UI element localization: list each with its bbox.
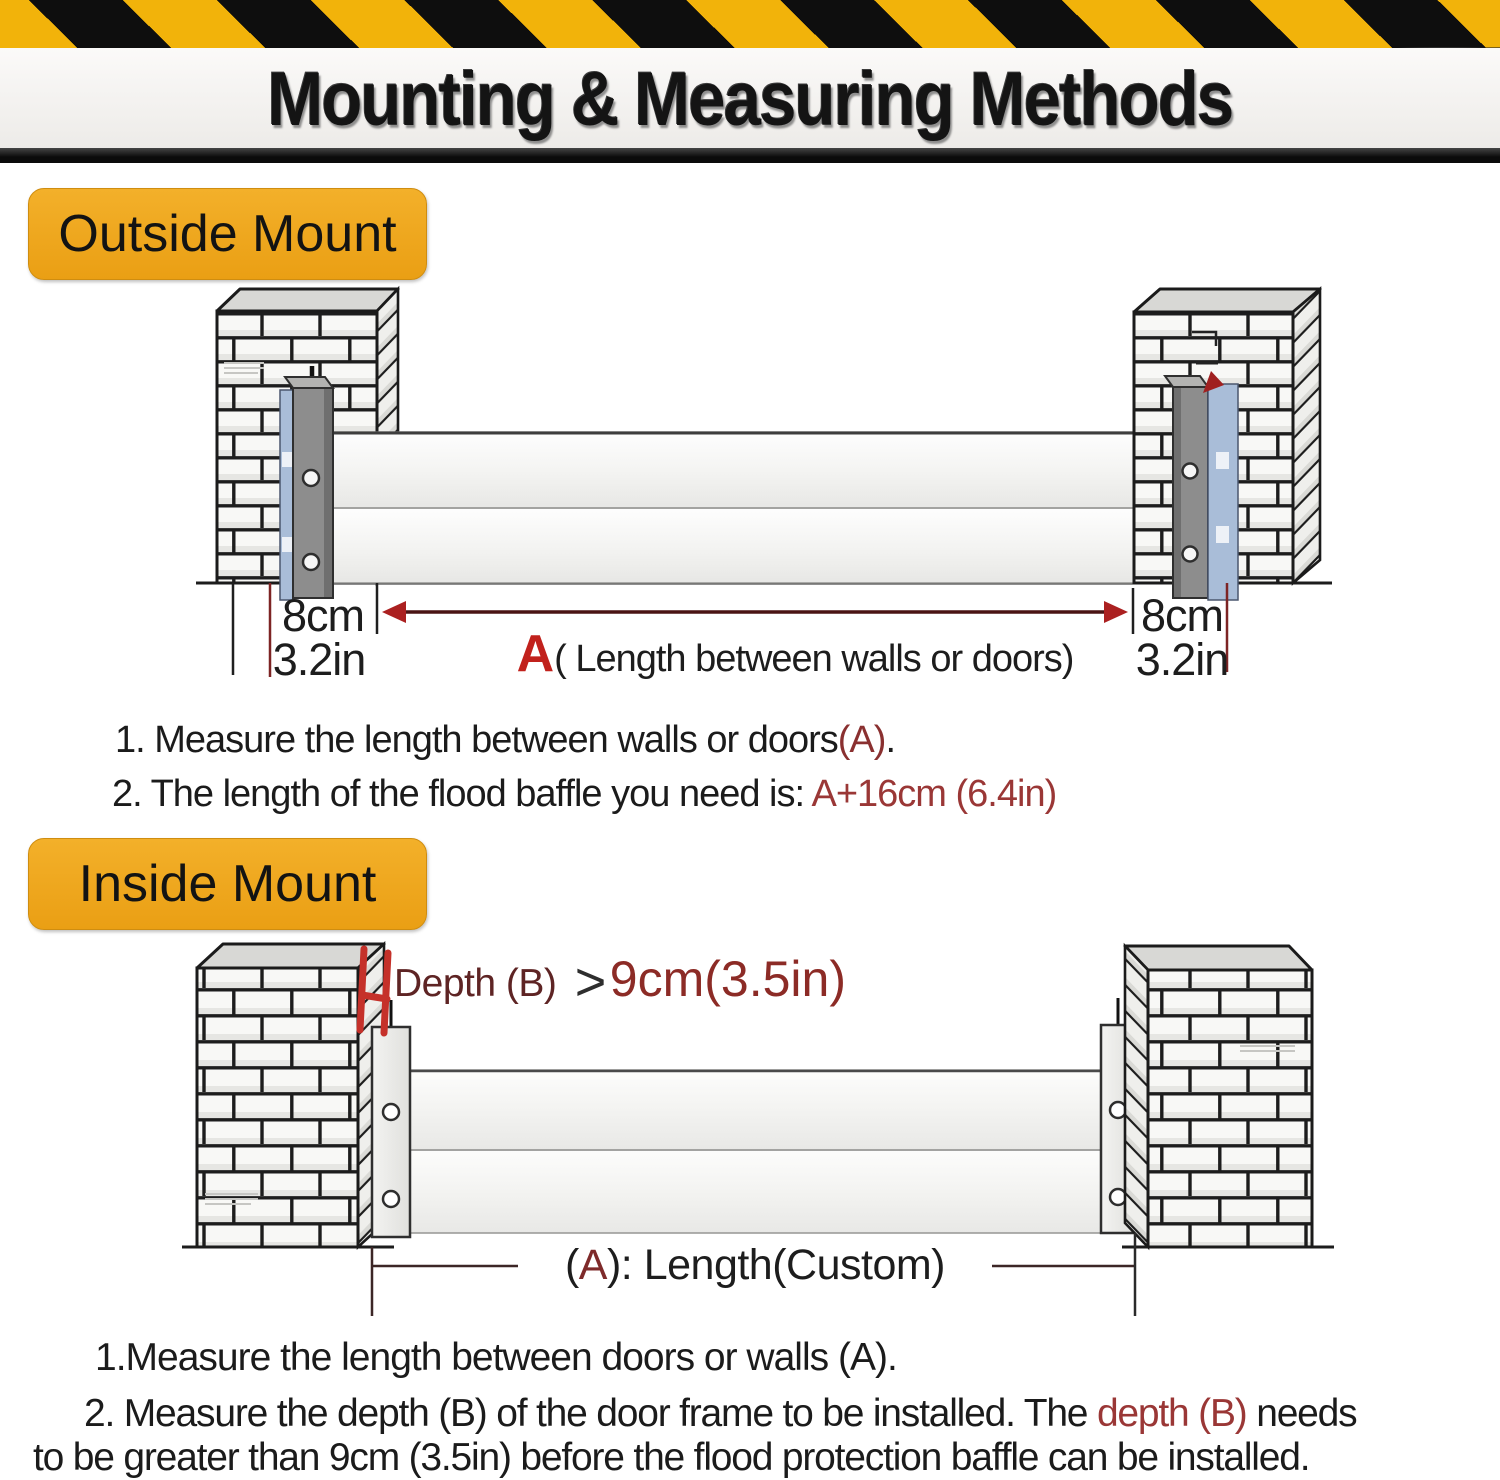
- screw-hole: [1183, 547, 1198, 562]
- screw-hole: [1183, 464, 1198, 479]
- screw-hole: [383, 1191, 399, 1207]
- left-mounting-channel: [372, 1000, 410, 1237]
- outside-instruction-1-period: .: [885, 719, 895, 761]
- dim-left-cm: 8cm: [281, 590, 364, 641]
- right-brick-pillar: [1125, 946, 1312, 1247]
- length-custom-label: [518, 1238, 992, 1296]
- length-a-text: ( Length between walls or doors): [554, 638, 1074, 680]
- depth-b-text: Depth (B): [394, 962, 567, 1005]
- inside-instruction-2-text: 2. Measure the depth (B) of the door frame to be installed. The: [84, 1392, 1097, 1435]
- outside-instruction-1: [115, 719, 895, 762]
- dim-right-cm: 8cm: [1140, 590, 1223, 641]
- right-mounting-bracket: [1165, 371, 1238, 600]
- screw-hole: [1110, 1102, 1126, 1118]
- outside-instruction-2-highlight: A+16cm (6.4in): [811, 773, 1057, 815]
- length-custom-open: (: [564, 1241, 579, 1289]
- outside-instruction-2-text: 2. The length of the flood baffle you need is:: [112, 773, 812, 815]
- inside-instruction-2-suffix: needs: [1246, 1392, 1357, 1435]
- outside-instruction-2: [112, 773, 1056, 816]
- inside-instruction-3: to be greater than 9cm (3.5in) before the flood protection baffle can be installed.: [33, 1436, 1310, 1479]
- flood-barrier: [410, 1070, 1101, 1233]
- inside-mount-badge: [28, 838, 427, 930]
- inside-instruction-1: 1.Measure the length between doors or walls (A).: [95, 1336, 897, 1379]
- flood-barrier: [333, 432, 1178, 583]
- outside-instruction-1-highlight: (A): [837, 719, 886, 761]
- length-custom-text: ): Length(Custom): [606, 1241, 946, 1289]
- length-a-label: [455, 624, 1135, 684]
- dim-left-in: 3.2in: [272, 634, 366, 685]
- screw-hole: [383, 1104, 399, 1120]
- screw-hole: [303, 470, 319, 486]
- left-brick-pillar: [197, 944, 384, 1247]
- left-mounting-bracket: [285, 377, 333, 598]
- outside-instruction-1-text: 1. Measure the length between walls or doors: [115, 719, 838, 761]
- screw-hole: [303, 554, 319, 570]
- page-title: Mounting & Measuring Methods: [267, 57, 1233, 142]
- inside-instruction-2-highlight: depth (B): [1096, 1392, 1247, 1435]
- greater-than-symbol: >: [574, 952, 606, 1012]
- left-seal-strip: [280, 390, 293, 600]
- length-a-symbol: A: [516, 625, 555, 683]
- title-divider-bar: [0, 148, 1500, 163]
- inside-instruction-2: [84, 1392, 1356, 1436]
- length-custom-a: A: [578, 1241, 607, 1289]
- depth-b-label: [394, 950, 846, 1013]
- inside-mount-badge-label: Inside Mount: [78, 855, 377, 913]
- dim-right-in: 3.2in: [1135, 634, 1229, 685]
- depth-b-value: 9cm(3.5in): [609, 951, 846, 1007]
- outside-mount-badge-label: Outside Mount: [58, 205, 397, 263]
- screw-hole: [1110, 1189, 1126, 1205]
- outside-mount-badge: [28, 188, 427, 280]
